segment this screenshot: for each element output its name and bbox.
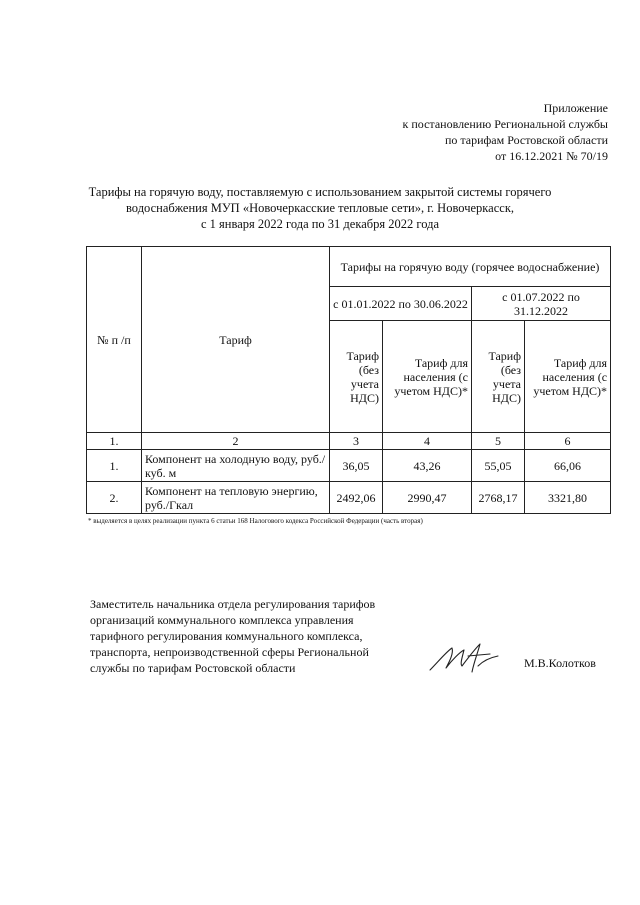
row-value: 36,05 [330, 450, 383, 482]
appendix-line: Приложение [543, 101, 608, 115]
header-tariff: Тариф [142, 247, 330, 433]
header-period-2: с 01.07.2022 по 31.12.2022 [472, 287, 611, 321]
row-value: 55,05 [472, 450, 525, 482]
appendix-line: к постановлению Региональной службы [402, 117, 608, 131]
signatory-line: Заместитель начальника отдела регулирования тарифов [90, 597, 376, 611]
numbering-cell: 4 [383, 433, 472, 450]
numbering-cell: 3 [330, 433, 383, 450]
signatory-line: службы по тарифам Ростовской области [90, 661, 296, 675]
signatory-line: транспорта, непроизводственной сферы Региональной [90, 645, 369, 659]
row-value: 43,26 [383, 450, 472, 482]
header-tariff-no-vat: Тариф (без учета НДС) [472, 321, 525, 433]
row-number: 1. [87, 450, 142, 482]
handwritten-signature [428, 640, 504, 676]
footnote: * выделяется в целях реализации пункта 6 статьи 168 Налогового кодекса Российской Федерации (часть вторая) [88, 517, 423, 525]
numbering-cell: 5 [472, 433, 525, 450]
table-row [87, 450, 611, 482]
header-period-1: с 01.01.2022 по 30.06.2022 [330, 287, 472, 321]
signer-name: М.В.Колотков [524, 656, 596, 670]
header-tariff-population: Тариф для населения (с учетом НДС)* [525, 321, 611, 433]
document-title [70, 184, 570, 232]
signatory-line: тарифного регулирования коммунального комплекса, [90, 629, 363, 643]
signatory-line: организаций коммунального комплекса управления [90, 613, 354, 627]
table-row [87, 482, 611, 514]
title-line: с 1 января 2022 года по 31 декабря 2022 года [200, 217, 439, 231]
numbering-cell: 6 [525, 433, 611, 450]
numbering-cell: 2 [142, 433, 330, 450]
title-line: водоснабжения МУП «Новочеркасские тепловые сети», г. Новочеркасск, [125, 201, 515, 215]
signatory-position [90, 596, 375, 676]
row-name: Компонент на тепловую энергию, руб./Гкал [142, 482, 330, 514]
appendix-header [403, 100, 608, 164]
numbering-row [87, 433, 611, 450]
appendix-line: по тарифам Ростовской области [444, 133, 608, 147]
row-value: 2990,47 [383, 482, 472, 514]
row-value: 2492,06 [330, 482, 383, 514]
row-value: 2768,17 [472, 482, 525, 514]
row-value: 3321,80 [525, 482, 611, 514]
appendix-line: от 16.12.2021 № 70/19 [495, 149, 608, 163]
numbering-cell: 1. [87, 433, 142, 450]
header-number: № п /п [87, 247, 142, 433]
header-hot-water-tariffs: Тарифы на горячую воду (горячее водоснабжение) [330, 247, 611, 287]
title-line: Тарифы на горячую воду, поставляемую с использованием закрытой системы горячего [88, 185, 552, 199]
row-name: Компонент на холодную воду, руб./куб. м [142, 450, 330, 482]
row-value: 66,06 [525, 450, 611, 482]
header-tariff-no-vat: Тариф (без учета НДС) [330, 321, 383, 433]
header-tariff-population: Тариф для населения (с учетом НДС)* [383, 321, 472, 433]
row-number: 2. [87, 482, 142, 514]
tariff-table [86, 246, 611, 514]
